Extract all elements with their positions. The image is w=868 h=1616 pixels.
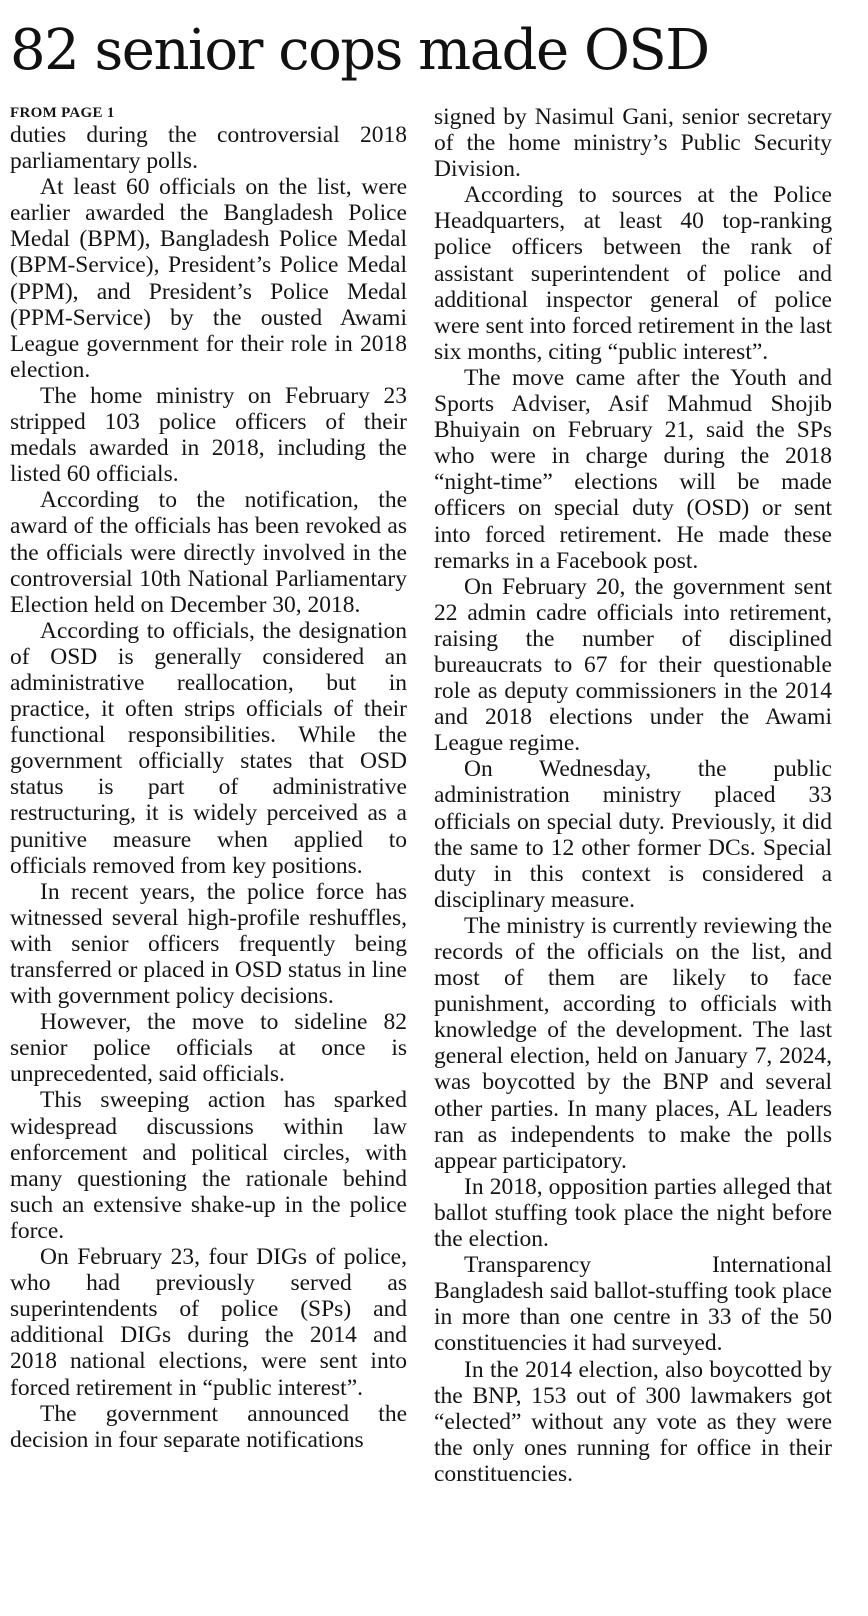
paragraph: According to officials, the designation of OSD is generally considered an administrative reallocation, but in practice, it often strips officials of their functional responsibilities. While the government officially states that OSD status is part of administrative restructuring, it is widely perceived as a punitive measure when applied to officials removed from key positions. bbox=[10, 617, 407, 879]
paragraph: duties during the controversial 2018 parliamentary polls. bbox=[10, 122, 407, 175]
paragraph: According to the notification, the award of the officials has been revoked as the officials were directly involved in the controversial 10th National Parliamentary Election held on December 30, 2018. bbox=[10, 487, 407, 618]
paragraph: The ministry is currently reviewing the records of the officials on the list, and most of them are likely to face punishment, according to officials with knowledge of the development. The last general election, held on January 7, 2024, was boycotted by the BNP and several other parties. In many places, AL leaders ran as independents to make the polls appear participatory. bbox=[434, 912, 832, 1174]
paragraph: On February 20, the government sent 22 admin cadre officials into retirement, raising the number of disciplined bureaucrats to 67 for their questionable role as deputy commissioners in the 2014 and 2018 elections under the Awami League regime. bbox=[434, 573, 832, 757]
paragraph: signed by Nasimul Gani, senior secretary of the home ministry’s Public Security Division. bbox=[434, 104, 832, 183]
paragraph: On February 23, four DIGs of police, who had previously served as superintendents of police (SPs) and additional DIGs during the 2014 and 2018 national elections, were sent into forced retirement in “public interest”. bbox=[10, 1244, 407, 1401]
paragraph: In recent years, the police force has witnessed several high-profile reshuffles, with senior officers frequently being transferred or placed in OSD status in line with government policy decisions. bbox=[10, 878, 407, 1010]
continuation-kicker: FROM PAGE 1 bbox=[10, 105, 115, 121]
paragraph: According to sources at the Police Headquarters, at least 40 top-ranking police officers between the rank of assistant superintendent of police and additional inspector general of police were sent into forced retirement in the last six months, citing “public interest”. bbox=[434, 182, 832, 365]
article-column-right bbox=[434, 104, 832, 1487]
paragraph: On Wednesday, the public administration ministry placed 33 officials on special duty. Previously, it did the same to 12 other former DCs. Special duty in this context is considered a disciplinary measure. bbox=[434, 756, 832, 913]
paragraph: The home ministry on February 23 stripped 103 police officers of their medals awarded in 2018, including the listed 60 officials. bbox=[10, 382, 407, 488]
paragraph: The move came after the Youth and Sports Adviser, Asif Mahmud Shojib Bhuiyain on February 21, said the SPs who were in charge during the 2018 “night-time” elections will be made officers on special duty (OSD) or sent into forced retirement. He made these remarks in a Facebook post. bbox=[434, 364, 832, 574]
article-column-left bbox=[10, 104, 407, 1453]
paragraph: In 2018, opposition parties alleged that ballot stuffing took place the night before the election. bbox=[434, 1173, 832, 1253]
paragraph: However, the move to sideline 82 senior police officials at once is unprecedented, said officials. bbox=[10, 1009, 407, 1088]
paragraph: The government announced the decision in four separate notifications bbox=[10, 1400, 407, 1453]
paragraph: Transparency International Bangladesh said ballot-stuffing took place in more than one centre in 33 of the 50 constituencies it had surveyed. bbox=[434, 1252, 832, 1357]
paragraph: In the 2014 election, also boycotted by the BNP, 153 out of 300 lawmakers got “elected” without any vote as they were the only ones running for office in their constituencies. bbox=[434, 1356, 832, 1487]
paragraph: This sweeping action has sparked widespread discussions within law enforcement and political circles, with many questioning the rationale behind such an extensive shake-up in the police force. bbox=[10, 1087, 407, 1244]
paragraph: At least 60 officials on the list, were earlier awarded the Bangladesh Police Medal (BPM), Bangladesh Police Medal (BPM-Service), President’s Police Medal (PPM), and President’s Police Medal (PPM-Service) by the ousted Awami League government for their role in 2018 election. bbox=[10, 174, 407, 383]
headline: 82 senior cops made OSD bbox=[10, 18, 709, 83]
